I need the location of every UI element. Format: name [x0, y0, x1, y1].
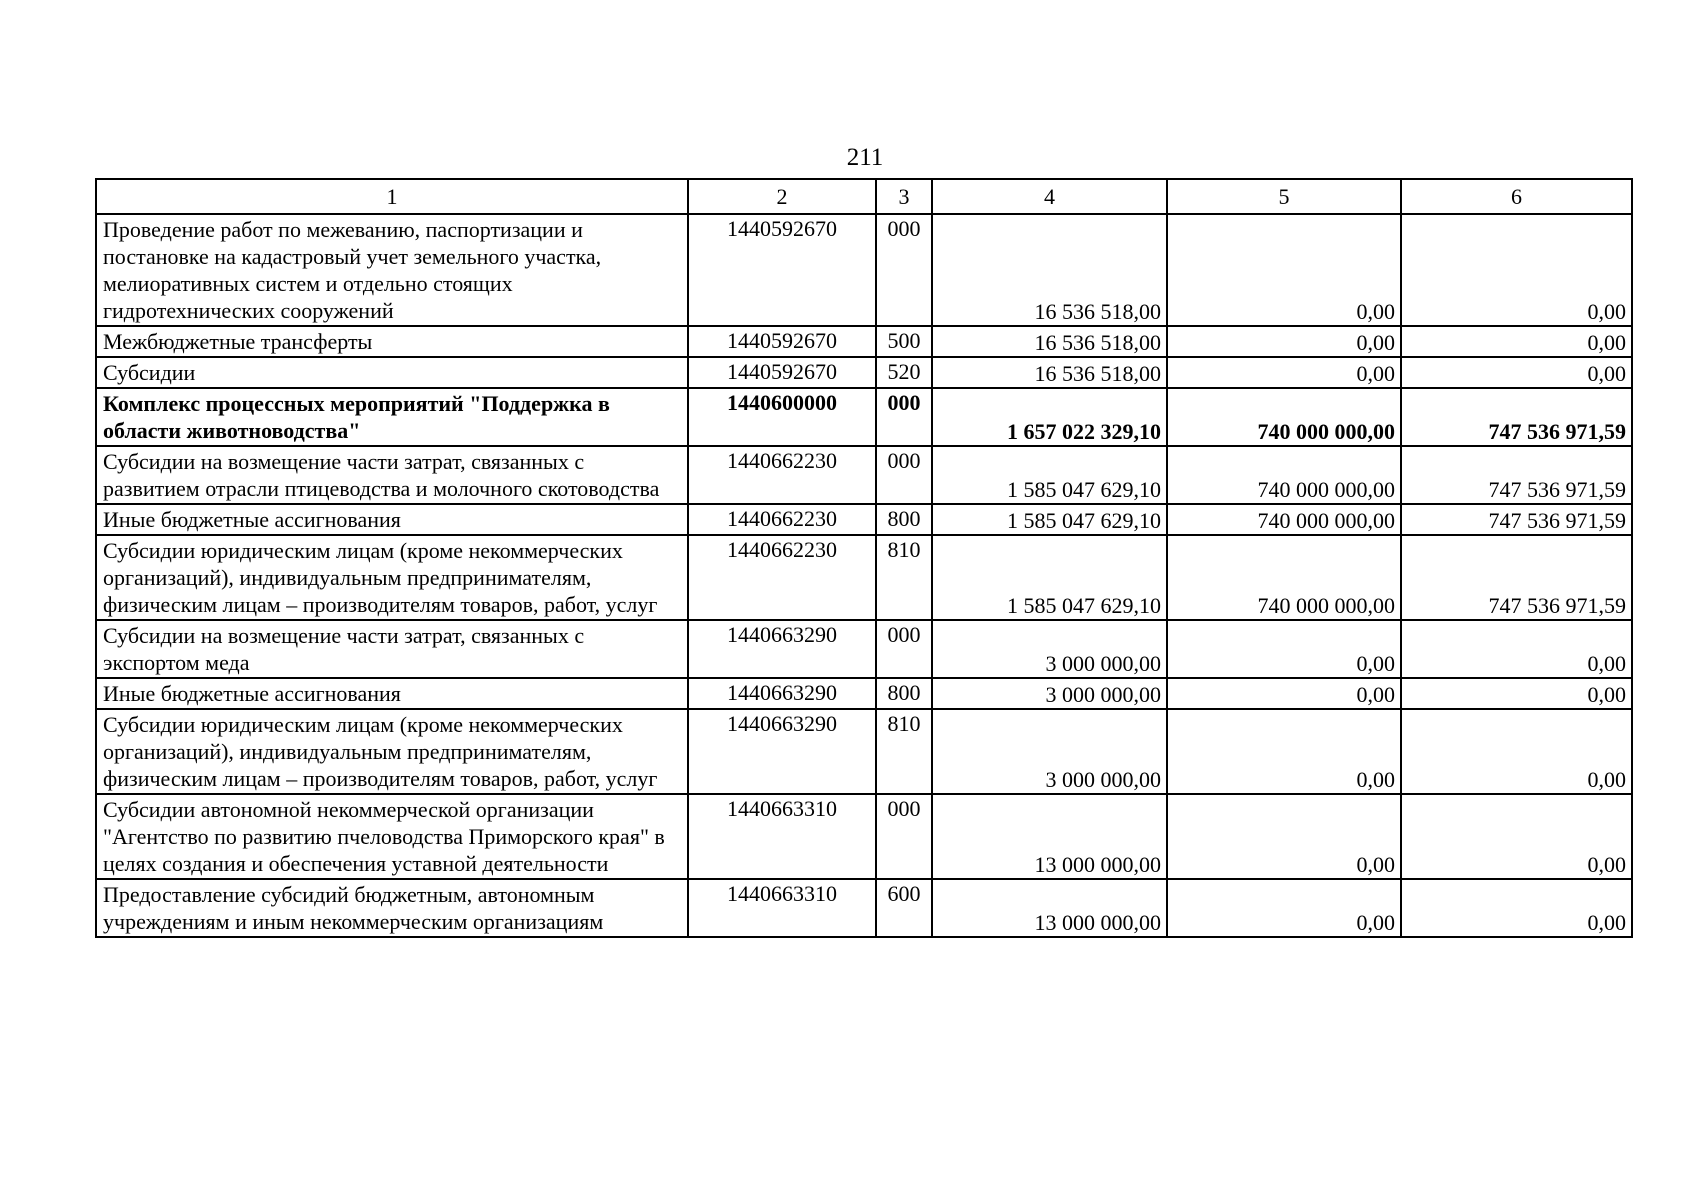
row-amount-col4: 1 657 022 329,10: [932, 388, 1167, 446]
table-row: [96, 709, 1632, 794]
table-row: [96, 446, 1632, 504]
column-header-2: 2: [688, 179, 876, 214]
row-name: Проведение работ по межеванию, паспортизации и постановке на кадастровый учет земельного участка, мелиоративных систем и отдельно стоящих гидротехнических сооружений: [96, 214, 688, 326]
table-row: [96, 678, 1632, 709]
table-row: [96, 388, 1632, 446]
row-amount-col5: 740 000 000,00: [1167, 535, 1401, 620]
row-amount-col4: 13 000 000,00: [932, 879, 1167, 937]
row-amount-col5: 0,00: [1167, 709, 1401, 794]
row-amount-col5: 0,00: [1167, 620, 1401, 678]
row-amount-col6: 0,00: [1401, 678, 1632, 709]
row-amount-col5: 0,00: [1167, 879, 1401, 937]
table-row: [96, 620, 1632, 678]
row-target-article-code: 1440662230: [688, 504, 876, 535]
row-name: Субсидии на возмещение части затрат, связанных с развитием отрасли птицеводства и молочного скотоводства: [96, 446, 688, 504]
row-amount-col6: 0,00: [1401, 326, 1632, 357]
table-row: [96, 214, 1632, 326]
row-amount-col5: 0,00: [1167, 357, 1401, 388]
row-name: Субсидии юридическим лицам (кроме некоммерческих организаций), индивидуальным предпринимателям, физическим лицам – производителям товаров, работ, услуг: [96, 535, 688, 620]
row-amount-col4: 1 585 047 629,10: [932, 446, 1167, 504]
row-expense-type-code: 500: [876, 326, 932, 357]
column-number-row: [96, 179, 1632, 214]
row-amount-col4: 16 536 518,00: [932, 214, 1167, 326]
row-expense-type-code: 800: [876, 678, 932, 709]
row-expense-type-code: 600: [876, 879, 932, 937]
row-amount-col6: 0,00: [1401, 794, 1632, 879]
row-target-article-code: 1440663290: [688, 678, 876, 709]
row-amount-col5: 0,00: [1167, 214, 1401, 326]
row-amount-col6: 0,00: [1401, 214, 1632, 326]
row-amount-col6: 0,00: [1401, 709, 1632, 794]
row-name: Субсидии юридическим лицам (кроме некоммерческих организаций), индивидуальным предпринимателям, физическим лицам – производителям товаров, работ, услуг: [96, 709, 688, 794]
column-header-4: 4: [932, 179, 1167, 214]
row-expense-type-code: 810: [876, 535, 932, 620]
row-amount-col4: 3 000 000,00: [932, 709, 1167, 794]
row-amount-col6: 0,00: [1401, 620, 1632, 678]
row-target-article-code: 1440592670: [688, 214, 876, 326]
row-amount-col6: 0,00: [1401, 879, 1632, 937]
row-amount-col4: 16 536 518,00: [932, 326, 1167, 357]
row-amount-col6: 747 536 971,59: [1401, 388, 1632, 446]
row-amount-col5: 0,00: [1167, 326, 1401, 357]
row-amount-col4: 1 585 047 629,10: [932, 504, 1167, 535]
row-name: Субсидии на возмещение части затрат, связанных с экспортом меда: [96, 620, 688, 678]
row-target-article-code: 1440663310: [688, 879, 876, 937]
row-expense-type-code: 000: [876, 620, 932, 678]
row-expense-type-code: 520: [876, 357, 932, 388]
row-name: Межбюджетные трансферты: [96, 326, 688, 357]
row-amount-col4: 3 000 000,00: [932, 678, 1167, 709]
column-header-5: 5: [1167, 179, 1401, 214]
row-target-article-code: 1440663290: [688, 620, 876, 678]
row-target-article-code: 1440600000: [688, 388, 876, 446]
row-expense-type-code: 000: [876, 214, 932, 326]
row-amount-col4: 16 536 518,00: [932, 357, 1167, 388]
row-amount-col4: 3 000 000,00: [932, 620, 1167, 678]
column-header-1: 1: [96, 179, 688, 214]
row-expense-type-code: 000: [876, 388, 932, 446]
row-amount-col6: 0,00: [1401, 357, 1632, 388]
row-expense-type-code: 000: [876, 446, 932, 504]
row-name: Комплекс процессных мероприятий "Поддержка в области животноводства": [96, 388, 688, 446]
row-name: Субсидии: [96, 357, 688, 388]
row-amount-col4: 13 000 000,00: [932, 794, 1167, 879]
table-row: [96, 357, 1632, 388]
row-amount-col5: 740 000 000,00: [1167, 446, 1401, 504]
row-amount-col6: 747 536 971,59: [1401, 535, 1632, 620]
row-name: Предоставление субсидий бюджетным, автономным учреждениям и иным некоммерческим организациям: [96, 879, 688, 937]
table-row: [96, 794, 1632, 879]
table-row: [96, 535, 1632, 620]
row-amount-col6: 747 536 971,59: [1401, 446, 1632, 504]
row-amount-col5: 0,00: [1167, 678, 1401, 709]
row-expense-type-code: 810: [876, 709, 932, 794]
table-row: [96, 504, 1632, 535]
row-target-article-code: 1440592670: [688, 357, 876, 388]
row-name: Иные бюджетные ассигнования: [96, 678, 688, 709]
table-row: [96, 879, 1632, 937]
row-expense-type-code: 000: [876, 794, 932, 879]
row-name: Субсидии автономной некоммерческой организации "Агентство по развитию пчеловодства Приморского края" в целях создания и обеспечения уставной деятельности: [96, 794, 688, 879]
row-target-article-code: 1440592670: [688, 326, 876, 357]
row-amount-col6: 747 536 971,59: [1401, 504, 1632, 535]
row-amount-col5: 740 000 000,00: [1167, 388, 1401, 446]
column-header-3: 3: [876, 179, 932, 214]
column-header-6: 6: [1401, 179, 1632, 214]
row-target-article-code: 1440663310: [688, 794, 876, 879]
row-amount-col5: 740 000 000,00: [1167, 504, 1401, 535]
budget-table: [95, 178, 1633, 938]
row-expense-type-code: 800: [876, 504, 932, 535]
row-amount-col5: 0,00: [1167, 794, 1401, 879]
row-target-article-code: 1440662230: [688, 446, 876, 504]
row-name: Иные бюджетные ассигнования: [96, 504, 688, 535]
row-amount-col4: 1 585 047 629,10: [932, 535, 1167, 620]
page-number: 211: [846, 144, 884, 171]
row-target-article-code: 1440663290: [688, 709, 876, 794]
table-row: [96, 326, 1632, 357]
row-target-article-code: 1440662230: [688, 535, 876, 620]
